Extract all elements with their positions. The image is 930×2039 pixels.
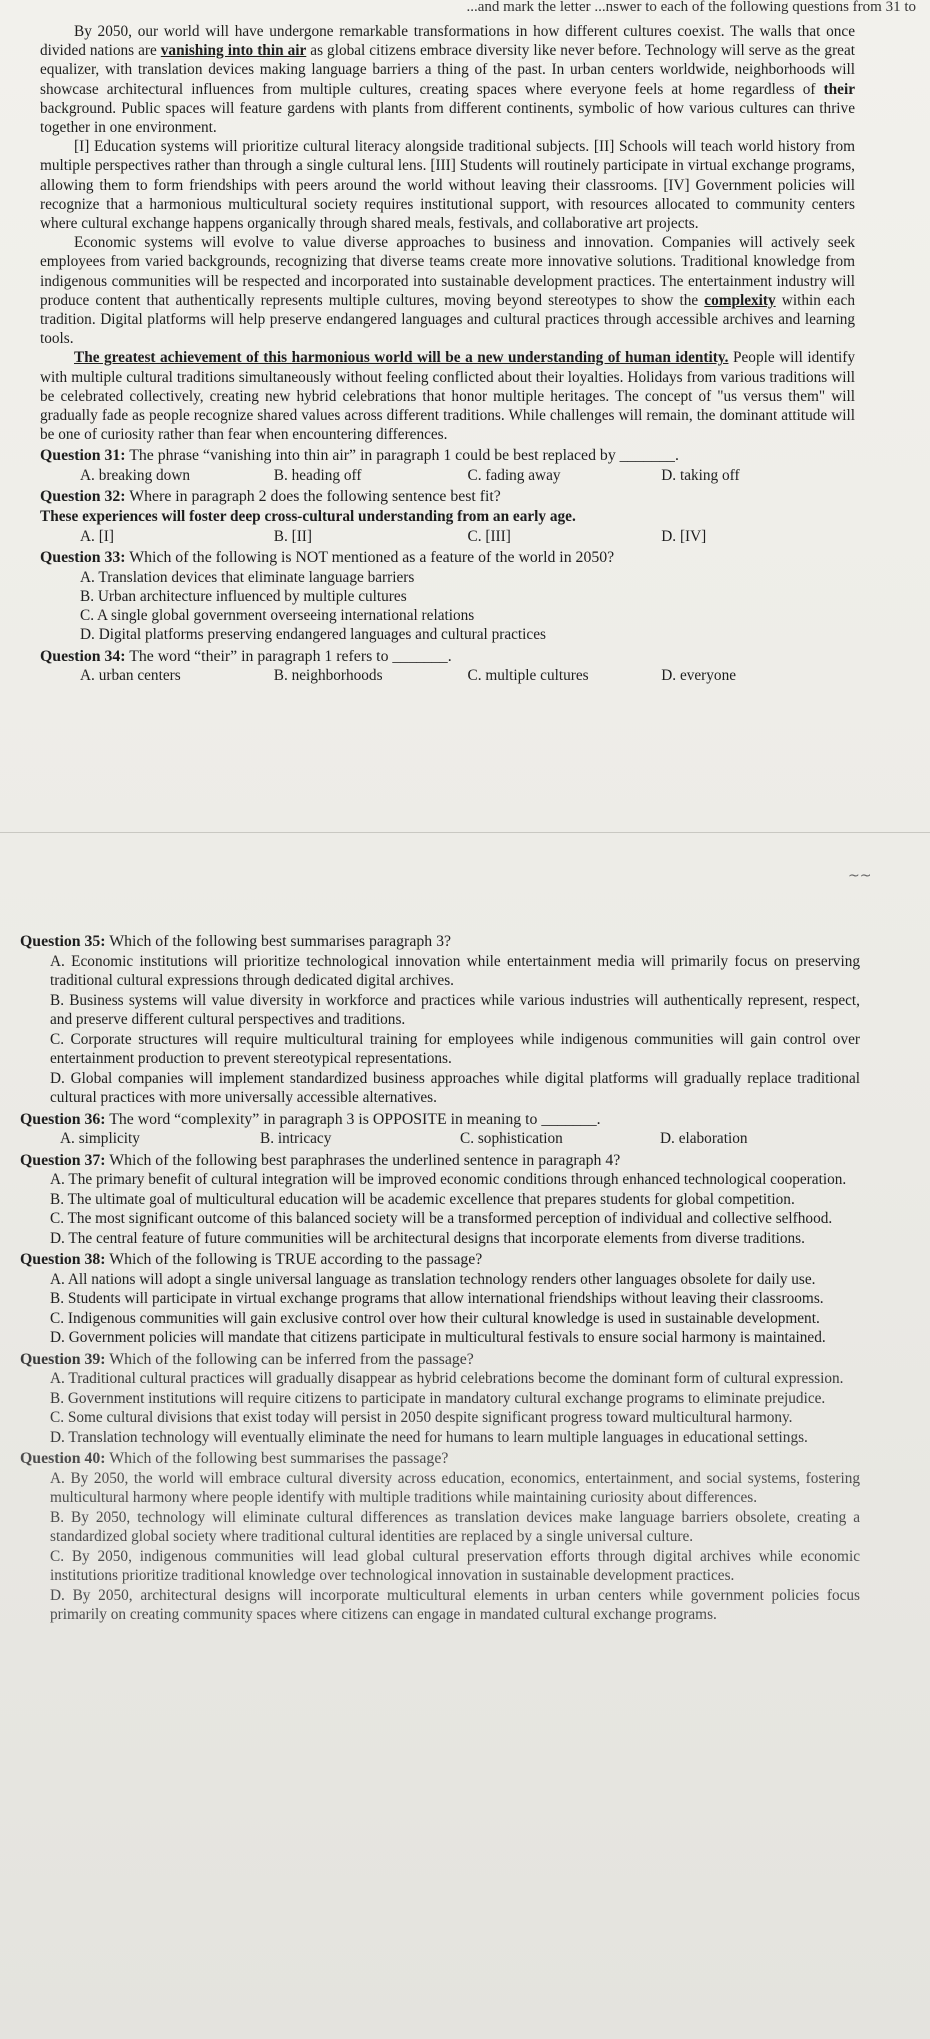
option-d[interactable]: D. Translation technology will eventually eliminate the need for humans to learn multiple languages in educational settings. bbox=[50, 1428, 808, 1446]
option-d[interactable]: D. [IV] bbox=[661, 528, 707, 546]
option-a[interactable]: A. All nations will adopt a single universal language as translation technology renders other languages obsolete for daily use. bbox=[50, 1270, 816, 1288]
question-36: Question 36: The word “complexity” in paragraph 3 is OPPOSITE in meaning to _______. A. simplicity B. intricacy C. sophistication D. elaboration bbox=[20, 1110, 860, 1149]
option-a[interactable]: A. [I] bbox=[80, 528, 114, 546]
option-a[interactable]: A. breaking down bbox=[80, 466, 191, 484]
option-d[interactable]: D. By 2050, architectural designs will incorporate multicultural elements in urban centers while government policies focus primarily on creating community spaces where citizens can engage in mandated cultural exchange programs. bbox=[50, 1586, 860, 1623]
option-c[interactable]: C. multiple cultures bbox=[467, 666, 589, 684]
question-40: Question 40: Which of the following best summarises the passage? A. By 2050, the world will embrace cultural diversity across education, economics, entertainment, and social systems, fostering multicultural harmony where people identify with multiple traditions while maintaining curiosity about differences. B. By 2050, technology will eliminate cultural differences as translation devices make language barriers obsolete, creating a standardized global society where traditional cultural identities are replaced by a single universal culture. C. By 2050, indigenous communities will lead global cultural preservation efforts through digital archives while economic institutions prioritize traditional knowledge over technological innovation in sustainable development practices. D. By 2050, architectural designs will incorporate multicultural elements in urban centers while government policies focus primarily on creating community spaces where citizens can engage in mandated cultural exchange programs. bbox=[20, 1450, 860, 1623]
option-c[interactable]: C. Corporate structures will require multicultural training for employees while indigenous communities will gain control over entertainment production to prevent stereotypical representations. bbox=[50, 1030, 860, 1067]
option-d[interactable]: D. taking off bbox=[661, 466, 740, 484]
option-c[interactable]: C. A single global government overseeing international relations bbox=[80, 607, 475, 625]
option-c[interactable]: C. sophistication bbox=[460, 1130, 563, 1147]
question-34: Question 34: The word “their” in paragraph 1 refers to _______. A. urban centers B. neighborhoods C. multiple cultures D. everyone bbox=[40, 647, 855, 685]
insert-sentence: These experiences will foster deep cross-cultural understanding from an early age. bbox=[40, 508, 576, 526]
reading-passage bbox=[40, 22, 855, 685]
option-b[interactable]: B. Business systems will value diversity in workforce and practices while various industries will authentically represent, respect, and preserve different cultural perspectives and traditions. bbox=[50, 991, 860, 1028]
paragraph-1: By 2050, our world will have undergone remarkable transformations in how different cultures coexist. The walls that once divided nations are vanishing into thin air as global citizens embrace diversity like never before. Technology will serve as the great equalizer, with translation devices making language barriers a thing of the past. In urban centers worldwide, neighborhoods will showcase architectural influences from multiple cultures, creating spaces where everyone feels at home regardless of their background. Public spaces will feature gardens with plants from different continents, symbolic of how various cultures can thrive together in one environment. bbox=[40, 23, 855, 137]
option-b[interactable]: B. neighborhoods bbox=[273, 666, 383, 684]
option-b[interactable]: B. Government institutions will require citizens to participate in mandatory cultural exchange programs to eliminate prejudice. bbox=[50, 1389, 826, 1407]
question-32: Question 32: Where in paragraph 2 does the following sentence best fit? These experiences will foster deep cross-cultural understanding from an early age. A. [I] B. [II] C. [III] D. [IV] bbox=[40, 487, 855, 547]
option-b[interactable]: B. Students will participate in virtual exchange programs that allow international friendships without leaving their classrooms. bbox=[50, 1290, 824, 1307]
option-d[interactable]: D. The central feature of future communities will be architectural designs that incorporate elements from diverse traditions. bbox=[50, 1229, 805, 1247]
option-d[interactable]: D. everyone bbox=[661, 666, 737, 684]
option-c[interactable]: C. Some cultural divisions that exist today will persist in 2050 despite significant progress toward multicultural harmony. bbox=[50, 1409, 793, 1426]
option-b[interactable]: B. By 2050, technology will eliminate cultural differences as translation devices make language barriers obsolete, creating a standardized global society where traditional cultural identities are replaced by a single universal culture. bbox=[50, 1508, 860, 1545]
option-c[interactable]: C. fading away bbox=[467, 466, 561, 484]
option-d[interactable]: D. Global companies will implement standardized business approaches while digital platforms will gradually replace traditional cultural practices with more universally accessible alternatives. bbox=[50, 1069, 860, 1106]
paragraph-4: The greatest achievement of this harmonious world will be a new understanding of human identity. People will identify with multiple cultural traditions simultaneously without feeling conflicted about their loyalties. Holidays from various traditions will be celebrated collectively, creating new hybrid celebrations that honor multiple heritages. The concept of "us versus them" will gradually fade as people recognize shared values across different traditions. While challenges will remain, the dominant attitude will be one of curiosity rather than fear when encountering differences. bbox=[40, 349, 855, 444]
option-d[interactable]: D. Government policies will mandate that citizens participate in multicultural festivals to ensure social harmony is maintained. bbox=[50, 1329, 826, 1346]
header-fragment: ...and mark the letter ...nswer to each of the following questions from 31 to bbox=[466, 0, 916, 15]
option-c[interactable]: C. By 2050, indigenous communities will lead global cultural preservation efforts through digital archives while economic institutions prioritize traditional knowledge over technological innovation in sustainable development practices. bbox=[50, 1547, 860, 1584]
paragraph-3: Economic systems will evolve to value diverse approaches to business and innovation. Companies will actively seek employees from varied backgrounds, recognizing that diverse teams create more innovative solutions. Traditional knowledge from indigenous communities will be respected and incorporated into sustainable development practices. The entertainment industry will produce content that authentically represents multiple cultures, moving beyond stereotypes to show the complexity within each tradition. Digital platforms will help preserve endangered languages and cultural practices through accessible archives and learning tools. bbox=[40, 234, 855, 348]
option-c[interactable]: C. Indigenous communities will gain exclusive control over how their cultural knowledge is used in sustainable development. bbox=[50, 1309, 820, 1327]
option-d[interactable]: D. Digital platforms preserving endangered languages and cultural practices bbox=[80, 626, 546, 644]
option-a[interactable]: A. The primary benefit of cultural integration will be improved economic conditions through enhanced technological cooperation. bbox=[50, 1171, 847, 1188]
option-b[interactable]: B. Urban architecture influenced by multiple cultures bbox=[80, 587, 407, 605]
word-complexity: complexity bbox=[704, 291, 776, 309]
option-d[interactable]: D. elaboration bbox=[660, 1130, 748, 1147]
option-a[interactable]: A. Translation devices that eliminate language barriers bbox=[80, 568, 415, 586]
option-a[interactable]: A. Economic institutions will prioritize technological innovation while entertainment media will primarily focus on preserving traditional cultural expressions through dedicated digital archives. bbox=[50, 952, 860, 989]
question-38: Question 38: Which of the following is TRUE according to the passage? A. All nations will adopt a single universal language as translation technology renders other languages obsolete for daily use. B. Students will participate in virtual exchange programs that allow international friendships without leaving their classrooms. C. Indigenous communities will gain exclusive control over how their cultural knowledge is used in sustainable development. D. Government policies will mandate that citizens participate in multicultural festivals to ensure social harmony is maintained. bbox=[20, 1250, 860, 1348]
word-their: their bbox=[823, 80, 855, 98]
option-a[interactable]: A. urban centers bbox=[80, 666, 181, 684]
option-b[interactable]: B. intricacy bbox=[260, 1130, 332, 1147]
option-a[interactable]: A. simplicity bbox=[60, 1130, 140, 1147]
question-35: Question 35: Which of the following best summarises paragraph 3? A. Economic institutions will prioritize technological innovation while entertainment media will primarily focus on preserving traditional cultural expressions through dedicated digital archives. B. Business systems will value diversity in workforce and practices while various industries will authentically represent, respect, and preserve different cultural perspectives and traditions. C. Corporate structures will require multicultural training for employees while indigenous communities will gain control over entertainment production to prevent stereotypical representations. D. Global companies will implement standardized business approaches while digital platforms will gradually replace traditional cultural practices with more universally accessible alternatives. bbox=[20, 933, 860, 1106]
paragraph-2: [I] Education systems will prioritize cultural literacy alongside traditional subjects. [II] Schools will teach world history from multiple perspectives rather than through a single cultural lens. [III] Students will routinely participate in virtual exchange programs, allowing them to form friendships with peers around the world without leaving their classrooms. [IV] Government policies will recognize that a harmonious multicultural society requires institutional support, with resources allocated to community centers where cultural exchange happens organically through shared meals, festivals, and collaborative art projects. bbox=[40, 138, 855, 233]
pencil-scribble: ~~ bbox=[848, 868, 872, 884]
phrase-vanishing: vanishing into thin air bbox=[160, 42, 307, 60]
option-b[interactable]: B. [II] bbox=[273, 528, 312, 546]
option-c[interactable]: C. The most significant outcome of this balanced society will be a transformed perception of individual and collective selfhood. bbox=[50, 1210, 833, 1227]
option-a[interactable]: A. By 2050, the world will embrace cultural diversity across education, economics, entertainment, and social systems, fostering multicultural harmony where people identify with multiple traditions while maintaining curiosity about differences. bbox=[50, 1469, 860, 1506]
page-divider bbox=[0, 832, 930, 833]
option-b[interactable]: B. The ultimate goal of multicultural education will be academic excellence that prepares students for global competition. bbox=[50, 1190, 795, 1208]
option-a[interactable]: A. Traditional cultural practices will gradually disappear as hybrid celebrations become the dominant form of cultural expression. bbox=[50, 1370, 844, 1387]
question-31: Question 31: The phrase “vanishing into thin air” in paragraph 1 could be best replaced by _______. A. breaking down B. heading off C. fading away D. taking off bbox=[40, 446, 855, 484]
question-37: Question 37: Which of the following best paraphrases the underlined sentence in paragraph 4? A. The primary benefit of cultural integration will be improved economic conditions through enhanced technological cooperation. B. The ultimate goal of multicultural education will be academic excellence that prepares students for global competition. C. The most significant outcome of this balanced society will be a transformed perception of individual and collective selfhood. D. The central feature of future communities will be architectural designs that incorporate elements from diverse traditions. bbox=[20, 1151, 860, 1249]
questions-page-2 bbox=[20, 930, 860, 1625]
underlined-sentence: The greatest achievement of this harmonious world will be a new understanding of human identity. bbox=[74, 349, 729, 367]
question-39: Question 39: Which of the following can be inferred from the passage? A. Traditional cultural practices will gradually disappear as hybrid celebrations become the dominant form of cultural expression. B. Government institutions will require citizens to participate in mandatory cultural exchange programs to eliminate prejudice. C. Some cultural divisions that exist today will persist in 2050 despite significant progress toward multicultural harmony. D. Translation technology will eventually eliminate the need for humans to learn multiple languages in educational settings. bbox=[20, 1350, 860, 1448]
option-b[interactable]: B. heading off bbox=[273, 466, 362, 484]
option-c[interactable]: C. [III] bbox=[467, 528, 511, 546]
question-33: Question 33: Which of the following is NOT mentioned as a feature of the world in 2050? A. Translation devices that eliminate language barriers B. Urban architecture influenced by multiple cultures C. A single global government overseeing international relations D. Digital platforms preserving endangered languages and cultural practices bbox=[40, 548, 855, 644]
